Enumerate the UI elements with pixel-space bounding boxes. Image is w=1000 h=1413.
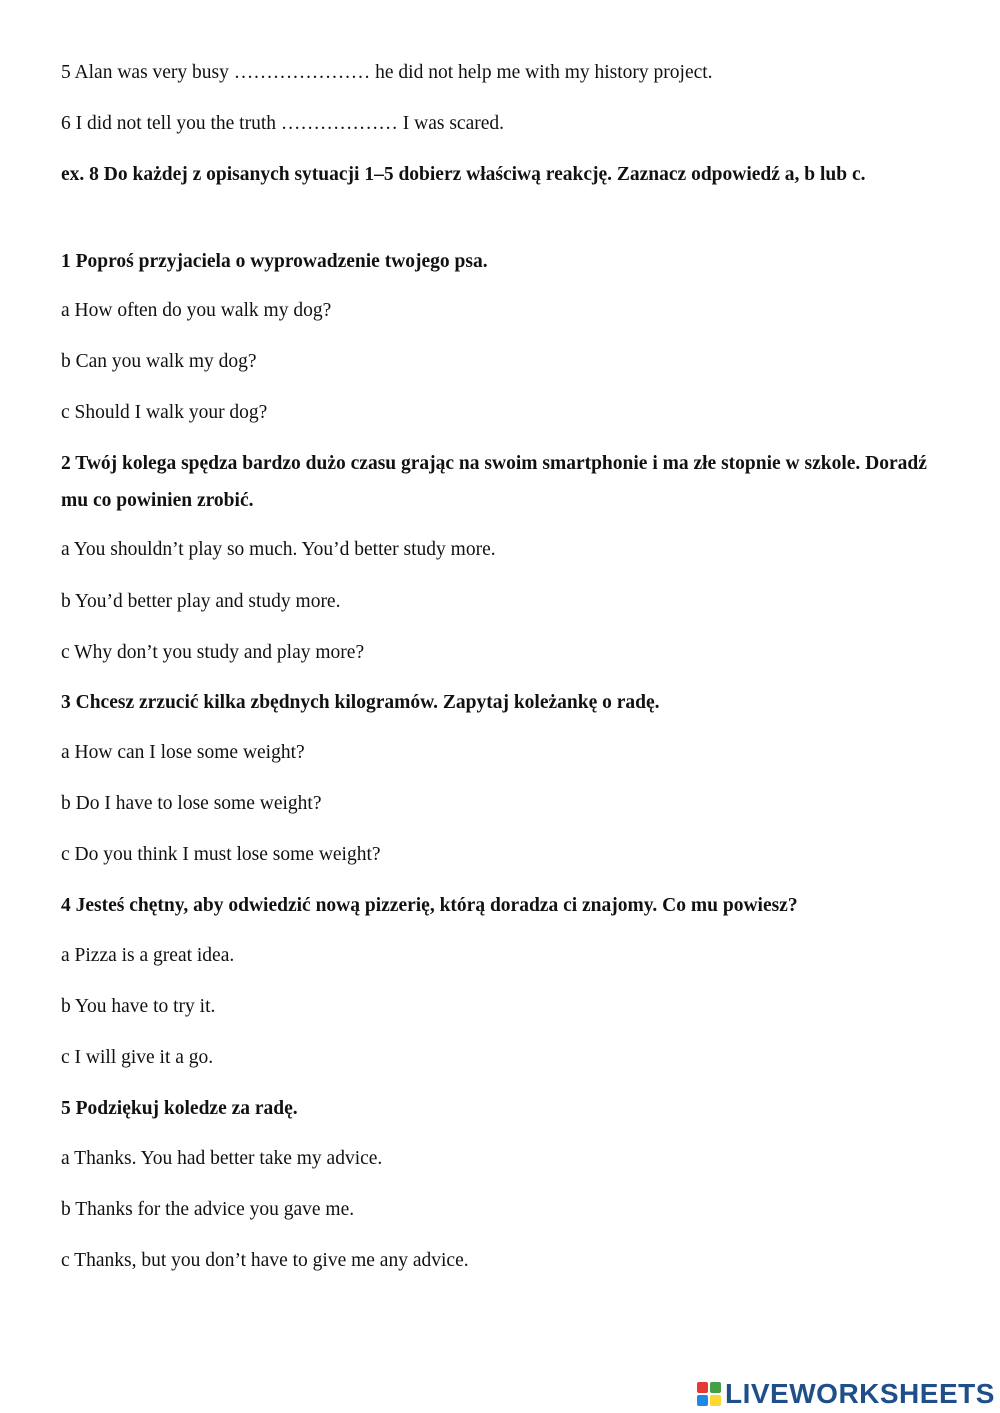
liveworksheets-logo <box>697 1377 995 1411</box>
logo-text: LIVEWORKSHEETS <box>725 1378 995 1409</box>
answer-option: a How can I lose some weight? <box>61 742 305 763</box>
answer-option: c Thanks, but you don’t have to give me any advice. <box>61 1250 469 1271</box>
question-prompt: 1 Poproś przyjaciela o wyprowadzenie twojego psa. <box>61 251 488 272</box>
answer-option: a You shouldn’t play so much. You’d better study more. <box>61 539 496 560</box>
question-prompt: 2 Twój kolega spędza bardzo dużo czasu grając na swoim smartphonie i ma złe stopnie w szkole. Doradź mu co powinien zrobić. <box>61 453 927 511</box>
logo-grid-icon <box>697 1382 721 1406</box>
answer-option: c Why don’t you study and play more? <box>61 642 365 663</box>
answer-option: c Should I walk your dog? <box>61 402 268 423</box>
answer-option: b You have to try it. <box>61 996 216 1017</box>
answer-option: b You’d better play and study more. <box>61 591 341 612</box>
exercise-heading: ex. 8 Do każdej z opisanych sytuacji 1–5 dobierz właściwą reakcję. Zaznacz odpowiedź a, b lub c. <box>61 164 866 185</box>
answer-option: a How often do you walk my dog? <box>61 300 332 321</box>
answer-option: b Thanks for the advice you gave me. <box>61 1199 355 1220</box>
answer-option: a Pizza is a great idea. <box>61 945 235 966</box>
question-prompt: 5 Podziękuj koledze za radę. <box>61 1098 298 1119</box>
exercise-line: 6 I did not tell you the truth ……………… I was scared. <box>61 113 505 134</box>
answer-option: a Thanks. You had better take my advice. <box>61 1148 383 1169</box>
answer-option: c I will give it a go. <box>61 1047 214 1068</box>
question-prompt: 4 Jesteś chętny, aby odwiedzić nową pizzerię, którą doradza ci znajomy. Co mu powiesz? <box>61 895 798 916</box>
answer-option: b Can you walk my dog? <box>61 351 257 372</box>
question-prompt: 3 Chcesz zrzucić kilka zbędnych kilogramów. Zapytaj koleżankę o radę. <box>61 692 660 713</box>
exercise-line: 5 Alan was very busy ………………… he did not help me with my history project. <box>61 62 713 83</box>
answer-option: c Do you think I must lose some weight? <box>61 844 381 865</box>
answer-option: b Do I have to lose some weight? <box>61 793 322 814</box>
